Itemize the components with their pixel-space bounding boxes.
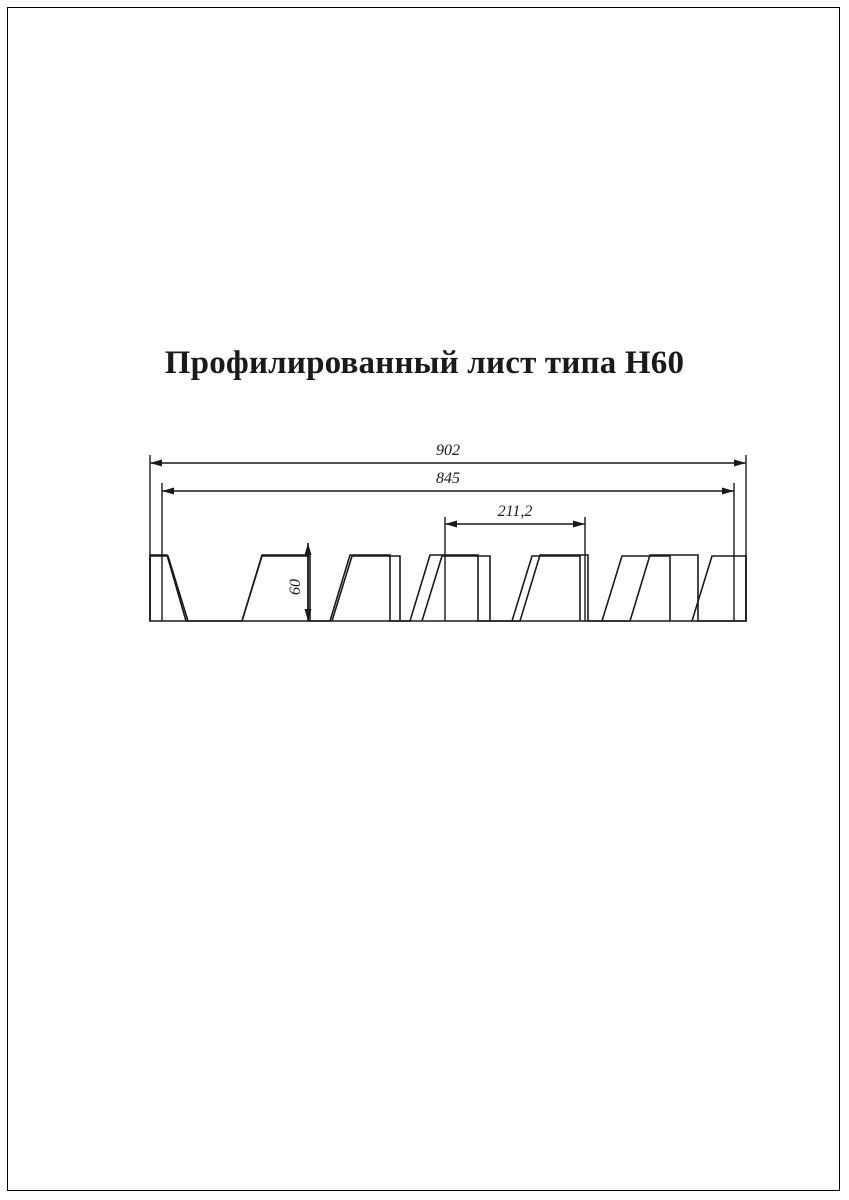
profile-outline [150,555,746,621]
dimension-label-211: 211,2 [497,503,533,520]
arrow-902-left [150,460,162,467]
dimension-label-845: 845 [436,470,460,487]
arrow-60-top [305,543,312,555]
page-title: Профилированный лист типа Н60 [164,345,685,381]
arrow-845-left [162,488,174,495]
profile-path [150,556,746,621]
arrow-211-left [445,521,457,528]
arrow-211-right [573,521,585,528]
arrow-845-right [722,488,734,495]
technical-drawing [110,425,790,685]
dimension-label-60: 60 [287,579,304,595]
arrow-902-right [734,460,746,467]
dimension-label-902: 902 [436,442,460,459]
